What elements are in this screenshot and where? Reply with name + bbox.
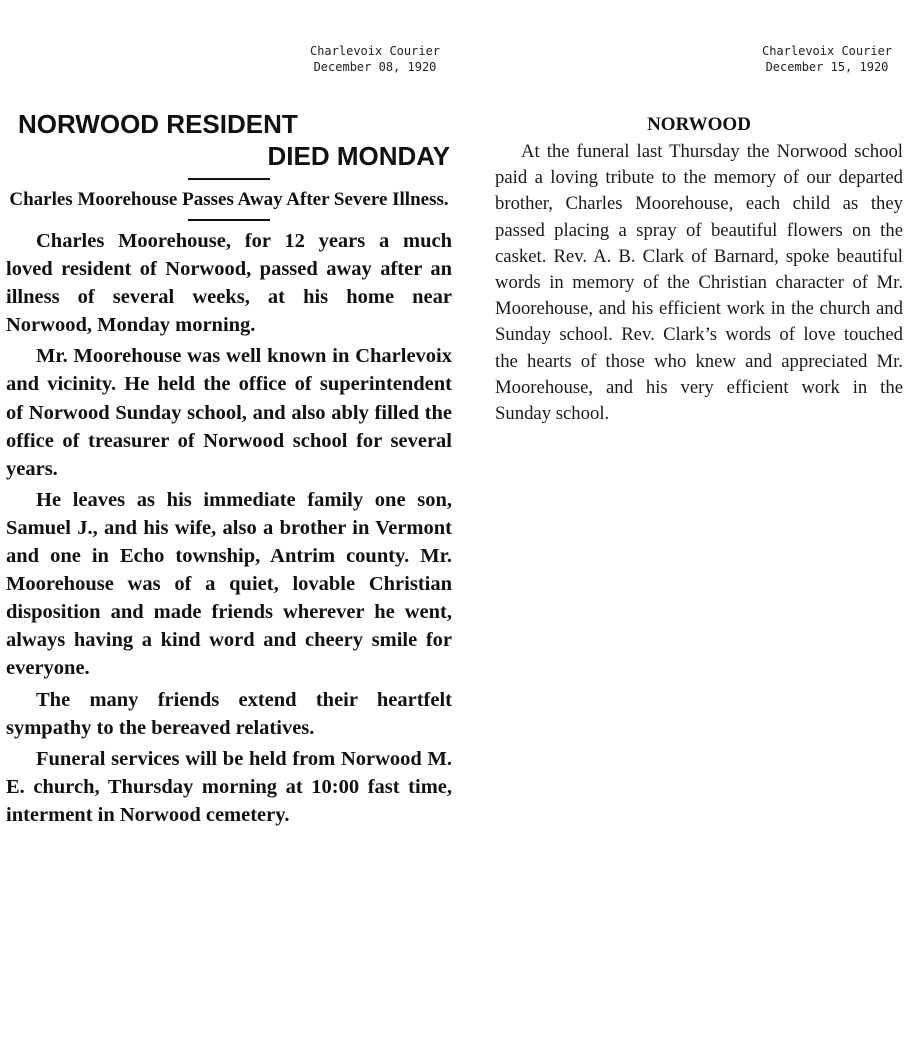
article-paragraph: The many friends extend their heartfelt sympathy to the bereaved relatives. (6, 688, 452, 739)
article-paragraph: Mr. Moorehouse was well known in Charlevoix and vicinity. He held the office of superintendent of Norwood Sunday school, and also ably filled the office of treasurer of Norwood school for several years. (6, 345, 452, 480)
article-paragraph: Funeral services will be held from Norwood M. E. church, Thursday morning at 10:00 fast time, interment in Norwood cemetery. (6, 747, 452, 826)
source-caption-left (300, 43, 450, 75)
source-caption-right (752, 43, 902, 75)
publication-date: December 08, 1920 (313, 60, 437, 74)
headline-line-2: DIED MONDAY (267, 141, 450, 171)
article-paragraph: He leaves as his immediate family one son, Samuel J., and his wife, also a brother in Vermont and one in Echo township, Antrim county. Mr. Moorehouse was of a quiet, lovable Christian disposition and made friends wherever he went, always having a kind word and cheery smile for everyone. (6, 488, 452, 680)
article-body (495, 139, 903, 427)
publication-date: December 15, 1920 (765, 60, 889, 74)
headline-line-1: NORWOOD RESIDENT (18, 109, 298, 139)
divider-rule (188, 219, 270, 221)
news-item-clipping (495, 113, 903, 427)
article-body (6, 227, 452, 829)
article-paragraph: Charles Moorehouse, for 12 years a much loved resident of Norwood, passed away after an illness of several weeks, at his home near Norwood, Monday morning. (6, 230, 452, 337)
obituary-clipping (6, 108, 452, 832)
newspaper-name: Charlevoix Courier (309, 44, 441, 58)
section-heading: NORWOOD (647, 114, 751, 135)
article-paragraph: At the funeral last Thursday the Norwood school paid a loving tribute to the memory of our departed brother, Charles Moorehouse, each child as they passed placing a spray of beautiful flowers on the casket. Rev. A. B. Clark of Barnard, spoke beautiful words in memory of the Christian character of Mr. Moorehouse, and his efficient work in the church and Sunday school. Rev. Clark’s words of love touched the hearts of those who knew and appreciated Mr. Moorehouse, and his very efficient work in the Sunday school. (495, 141, 903, 425)
divider-rule (188, 178, 270, 180)
subheadline: Charles Moorehouse Passes Away After Severe Illness. (9, 189, 449, 210)
headline (6, 108, 452, 172)
newspaper-name: Charlevoix Courier (761, 44, 893, 58)
